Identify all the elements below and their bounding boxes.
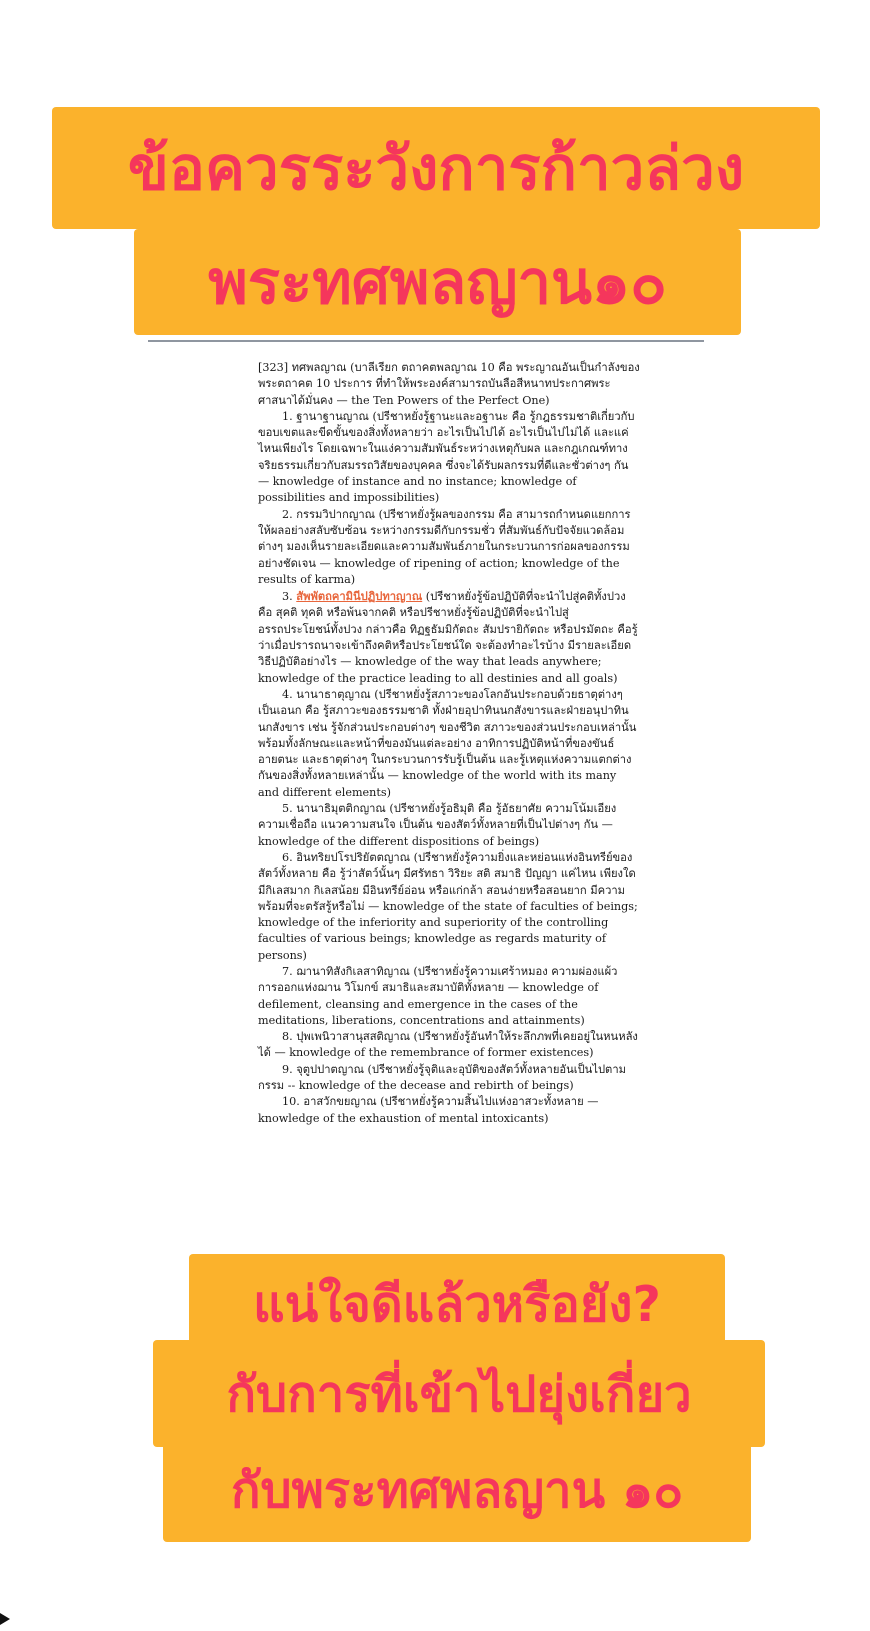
divider-line	[148, 340, 704, 342]
question-line-3: กับพระทศพลญาน ๑๐	[230, 1462, 684, 1519]
list-item-3-text: (ปรีชาหยั่งรู้ข้อปฏิบัติที่จะนำไปสู่คติทั้งปวง คือ สุคติ ทุคติ หรือพ้นจากคติ หรือปรีชาหยั่งรู้ข้อปฏิบัติที่จะนำไปสู่อรรถประโยชน์ทั้งปวง กล่าวคือ ทิฏฐธัมมิกัตถะ สัมปรายิกัตถะ หรือปรมัตถะ คือรู้ว่าเมื่อปรารถนาจะเข้าถึงคติหรือประโยชน์ใด จะต้องทำอะไรบ้าง มีรายละเอียดวิธีปฏิบัติอย่างไร — knowledge of the way that leads anywhere; knowledge of the practice leading to all destinies and all goals)	[258, 590, 638, 685]
title-banner-line-1	[52, 107, 820, 229]
question-line-2: กับการที่เข้าไปยุ่งเกี่ยว	[226, 1365, 692, 1423]
list-item-1: 1. ฐานาฐานญาณ (ปรีชาหยั่งรู้ฐานะและอฐานะ คือ รู้กฎธรรมชาติเกี่ยวกับขอบเขตและขีดขั้นของสิ่งทั้งหลายว่า อะไรเป็นไปได้ อะไรเป็นไปไม่ได้ และแค่ไหนเพียงไร โดยเฉพาะในแง่ความสัมพันธ์ระหว่างเหตุกับผล และกฎเกณฑ์ทางจริยธรรมเกี่ยวกับสมรรถวิสัยของบุคคล ซึ่งจะได้รับผลกรรมที่ดีและชั่วต่างๆ กัน — knowledge of instance and no instance; knowledge of possibilities and impossibilities)	[258, 409, 635, 505]
document-excerpt	[258, 360, 640, 1127]
list-item-10: 10. อาสวักขยญาณ (ปรีชาหยั่งรู้ความสิ้นไปแห่งอาสวะทั้งหลาย — knowledge of the exhaustion of mental intoxicants)	[258, 1095, 599, 1125]
title-banner-line-2	[134, 229, 741, 335]
question-line-1: แน่ใจดีแล้วหรือยัง?	[253, 1275, 661, 1333]
document-heading: [323] ทศพลญาณ (บาลีเรียก ตถาคตพลญาณ 10 คือ พระญาณอันเป็นกำลังของพระตถาคต 10 ประการ ที่ทำให้พระองค์สามารถบันลือสีหนาทประกาศพระศาสนาได้มั่นคง — the Ten Powers of the Perfect One)	[258, 361, 640, 407]
list-item-6: 6. อินทริยปโรปริยัตตญาณ (ปรีชาหยั่งรู้ความยิ่งและหย่อนแห่งอินทรีย์ของสัตว์ทั้งหลาย คือ รู้ว่าสัตว์นั้นๆ มีศรัทธา วิริยะ สติ สมาธิ ปัญญา แค่ไหน เพียงใด มีกิเลสมาก กิเลสน้อย มีอินทรีย์อ่อน หรือแก่กล้า สอนง่ายหรือสอนยาก มีความพร้อมที่จะตรัสรู้หรือไม่ — knowledge of the state of faculties of beings; knowledge of the inferiority and superiority of the controlling faculties of various beings; knowledge as regards maturity of persons)	[258, 850, 638, 962]
question-banner-line-3	[163, 1438, 751, 1542]
list-item-3-number: 3.	[282, 590, 293, 604]
list-item-4: 4. นานาธาตุญาณ (ปรีชาหยั่งรู้สภาวะของโลกอันประกอบด้วยธาตุต่างๆ เป็นเอนก คือ รู้สภาวะของธรรมชาติ ทั้งฝ่ายอุปาทินนกสังขารและฝ่ายอนุปาทินนกสังขาร เช่น รู้จักส่วนประกอบต่างๆ ของชีวิต สภาวะของส่วนประกอบเหล่านั้น พร้อมทั้งลักษณะและหน้าที่ของมันแต่ละอย่าง อาทิการปฏิบัติหน้าที่ของขันธ์ อายตนะ และธาตุต่างๆ ในกระบวนการรับรู้เป็นต้น และรู้เหตุแห่งความแตกต่างกันของสิ่งทั้งหลายเหล่านั้น — knowledge of the world with its many and different elements)	[258, 687, 637, 799]
title-line-2: พระทศพลญาน๑๐	[208, 247, 667, 318]
list-item-9: 9. จุตูปปาตญาณ (ปรีชาหยั่งรู้จุติและอุบัติของสัตว์ทั้งหลายอันเป็นไปตามกรรม -- knowledge of the decease and rebirth of beings)	[258, 1062, 626, 1093]
list-item-8: 8. ปุพเพนิวาสานุสสติญาณ (ปรีชาหยั่งรู้อันทำให้ระลึกภพที่เคยอยู่ในหนหลังได้ — knowledge of the remembrance of former existences)	[258, 1030, 638, 1060]
cursor-icon	[0, 1613, 10, 1625]
list-item-2: 2. กรรมวิปากญาณ (ปรีชาหยั่งรู้ผลของกรรม คือ สามารถกำหนดแยกการให้ผลอย่างสลับซับซ้อน ระหว่างกรรมดีกับกรรมชั่ว ที่สัมพันธ์กับปัจจัยแวดล้อมต่างๆ มองเห็นรายละเอียดและความสัมพันธ์ภายในกระบวนการก่อผลของกรรมอย่างชัดเจน — knowledge of ripening of action; knowledge of the results of karma)	[258, 507, 631, 586]
term-link[interactable]: สัพพัตถคามินีปฏิปทาญาณ	[296, 589, 423, 604]
question-banner-line-2	[153, 1340, 765, 1447]
list-item-7: 7. ฌานาทิสังกิเลสาทิญาณ (ปรีชาหยั่งรู้ความเศร้าหมอง ความผ่องแผ้ว การออกแห่งฌาน วิโมกข์ สมาธิและสมาบัติทั้งหลาย — knowledge of defilement, cleansing and emergence in the cases of the meditations, liberations, concentrations and attainments)	[258, 964, 618, 1027]
question-banner-line-1	[189, 1254, 725, 1353]
list-item-5: 5. นานาธิมุตติกญาณ (ปรีชาหยั่งรู้อธิมุติ คือ รู้อัธยาศัย ความโน้มเอียง ความเชื่อถือ แนวความสนใจ เป็นต้น ของสัตว์ทั้งหลายที่เป็นไปต่างๆ กัน — knowledge of the different dispositions of beings)	[258, 802, 617, 848]
title-line-1: ข้อควรระวังการก้าวล่วง	[127, 133, 745, 204]
list-item-3	[258, 588, 640, 687]
